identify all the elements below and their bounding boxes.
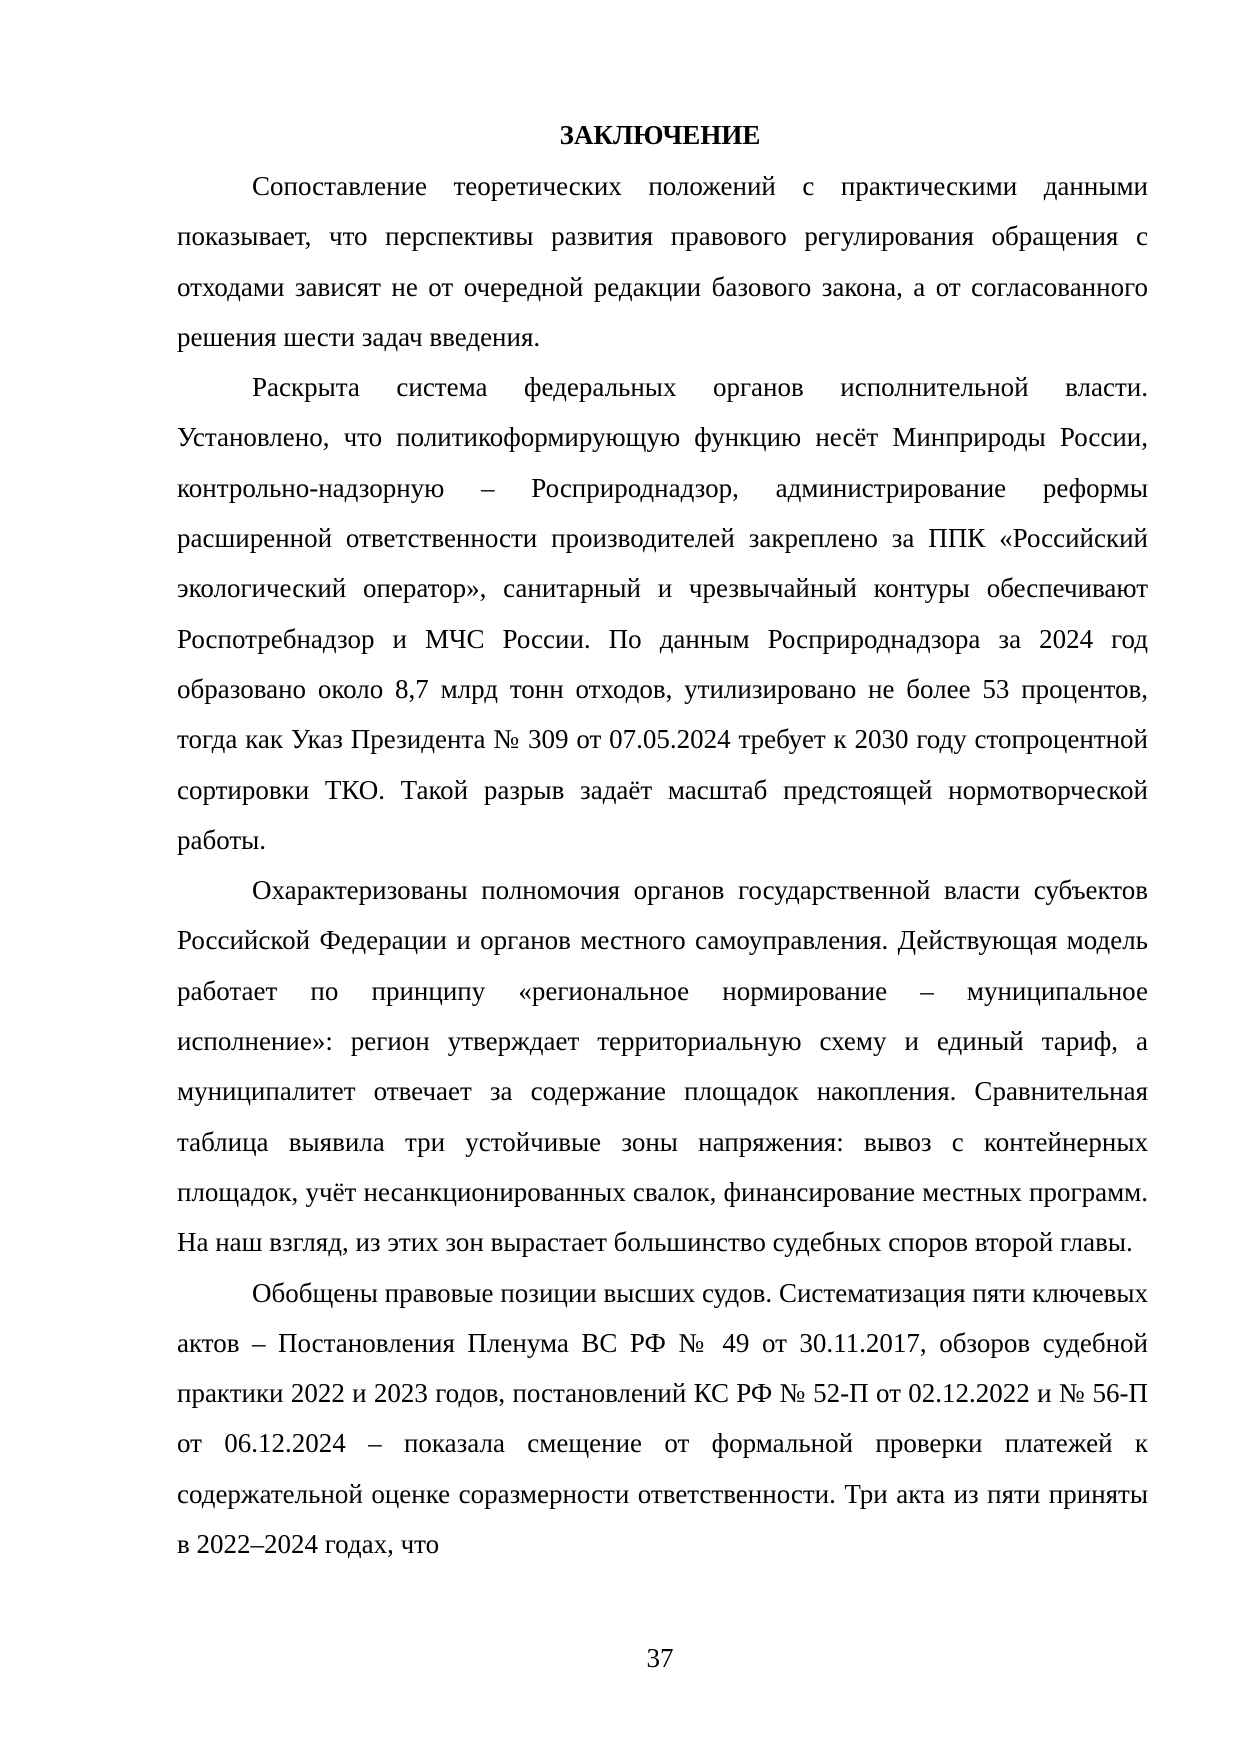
paragraph-3: Охарактеризованы полномочия органов государственной власти субъектов Российской Федерации и органов местного самоуправления. Действующая модель работает по принципу «региональное нормирование – муниципальное исполнение»: регион утверждает территориальную схему и единый тариф, а муниципалитет отвечает за содержание площадок накопления. Сравнительная таблица выявила три устойчивые зоны напряжения: вывоз с контейнерных площадок, учёт несанкционированных свалок, финансирование местных программ. На наш взгляд, из этих зон вырастает большинство судебных споров второй главы. (177, 875, 1148, 1258)
paragraph-2: Раскрыта система федеральных органов исполнительной власти. Установлено, что политикоформирующую функцию несёт Минприроды России, контрольно-надзорную – Росприроднадзор, администрирование реформы расширенной ответственности производителей закреплено за ППК «Российский экологический оператор», санитарный и чрезвычайный контуры обеспечивают Роспотребнадзор и МЧС России. По данным Росприроднадзора за 2024 год образовано около 8,7 млрд тонн отходов, утилизировано не более 53 процентов, тогда как Указ Президента № 309 от 07.05.2024 требует к 2030 году стопроцентной сортировки ТКО. Такой разрыв задаёт масштаб предстоящей нормотворческой работы. (177, 372, 1148, 855)
body-text (177, 161, 1148, 1569)
paragraph-1: Сопоставление теоретических положений с практическими данными показывает, что перспективы развития правового регулирования обращения с отходами зависят не от очередной редакции базового закона, а от согласованного решения шести задач введения. (177, 171, 1148, 352)
page-number: 37 (646, 1643, 674, 1673)
section-heading: ЗАКЛЮЧЕНИЕ (559, 120, 761, 150)
paragraph-4: Обобщены правовые позиции высших судов. Систематизация пяти ключевых актов – Постановления Пленума ВС РФ № 49 от 30.11.2017, обзоров судебной практики 2022 и 2023 годов, постановлений КС РФ № 52-П от 02.12.2022 и № 56-П от 06.12.2024 – показала смещение от формальной проверки платежей к содержательной оценке соразмерности ответственности. Три акта из пяти приняты в 2022–2024 годах, что (177, 1277, 1148, 1560)
